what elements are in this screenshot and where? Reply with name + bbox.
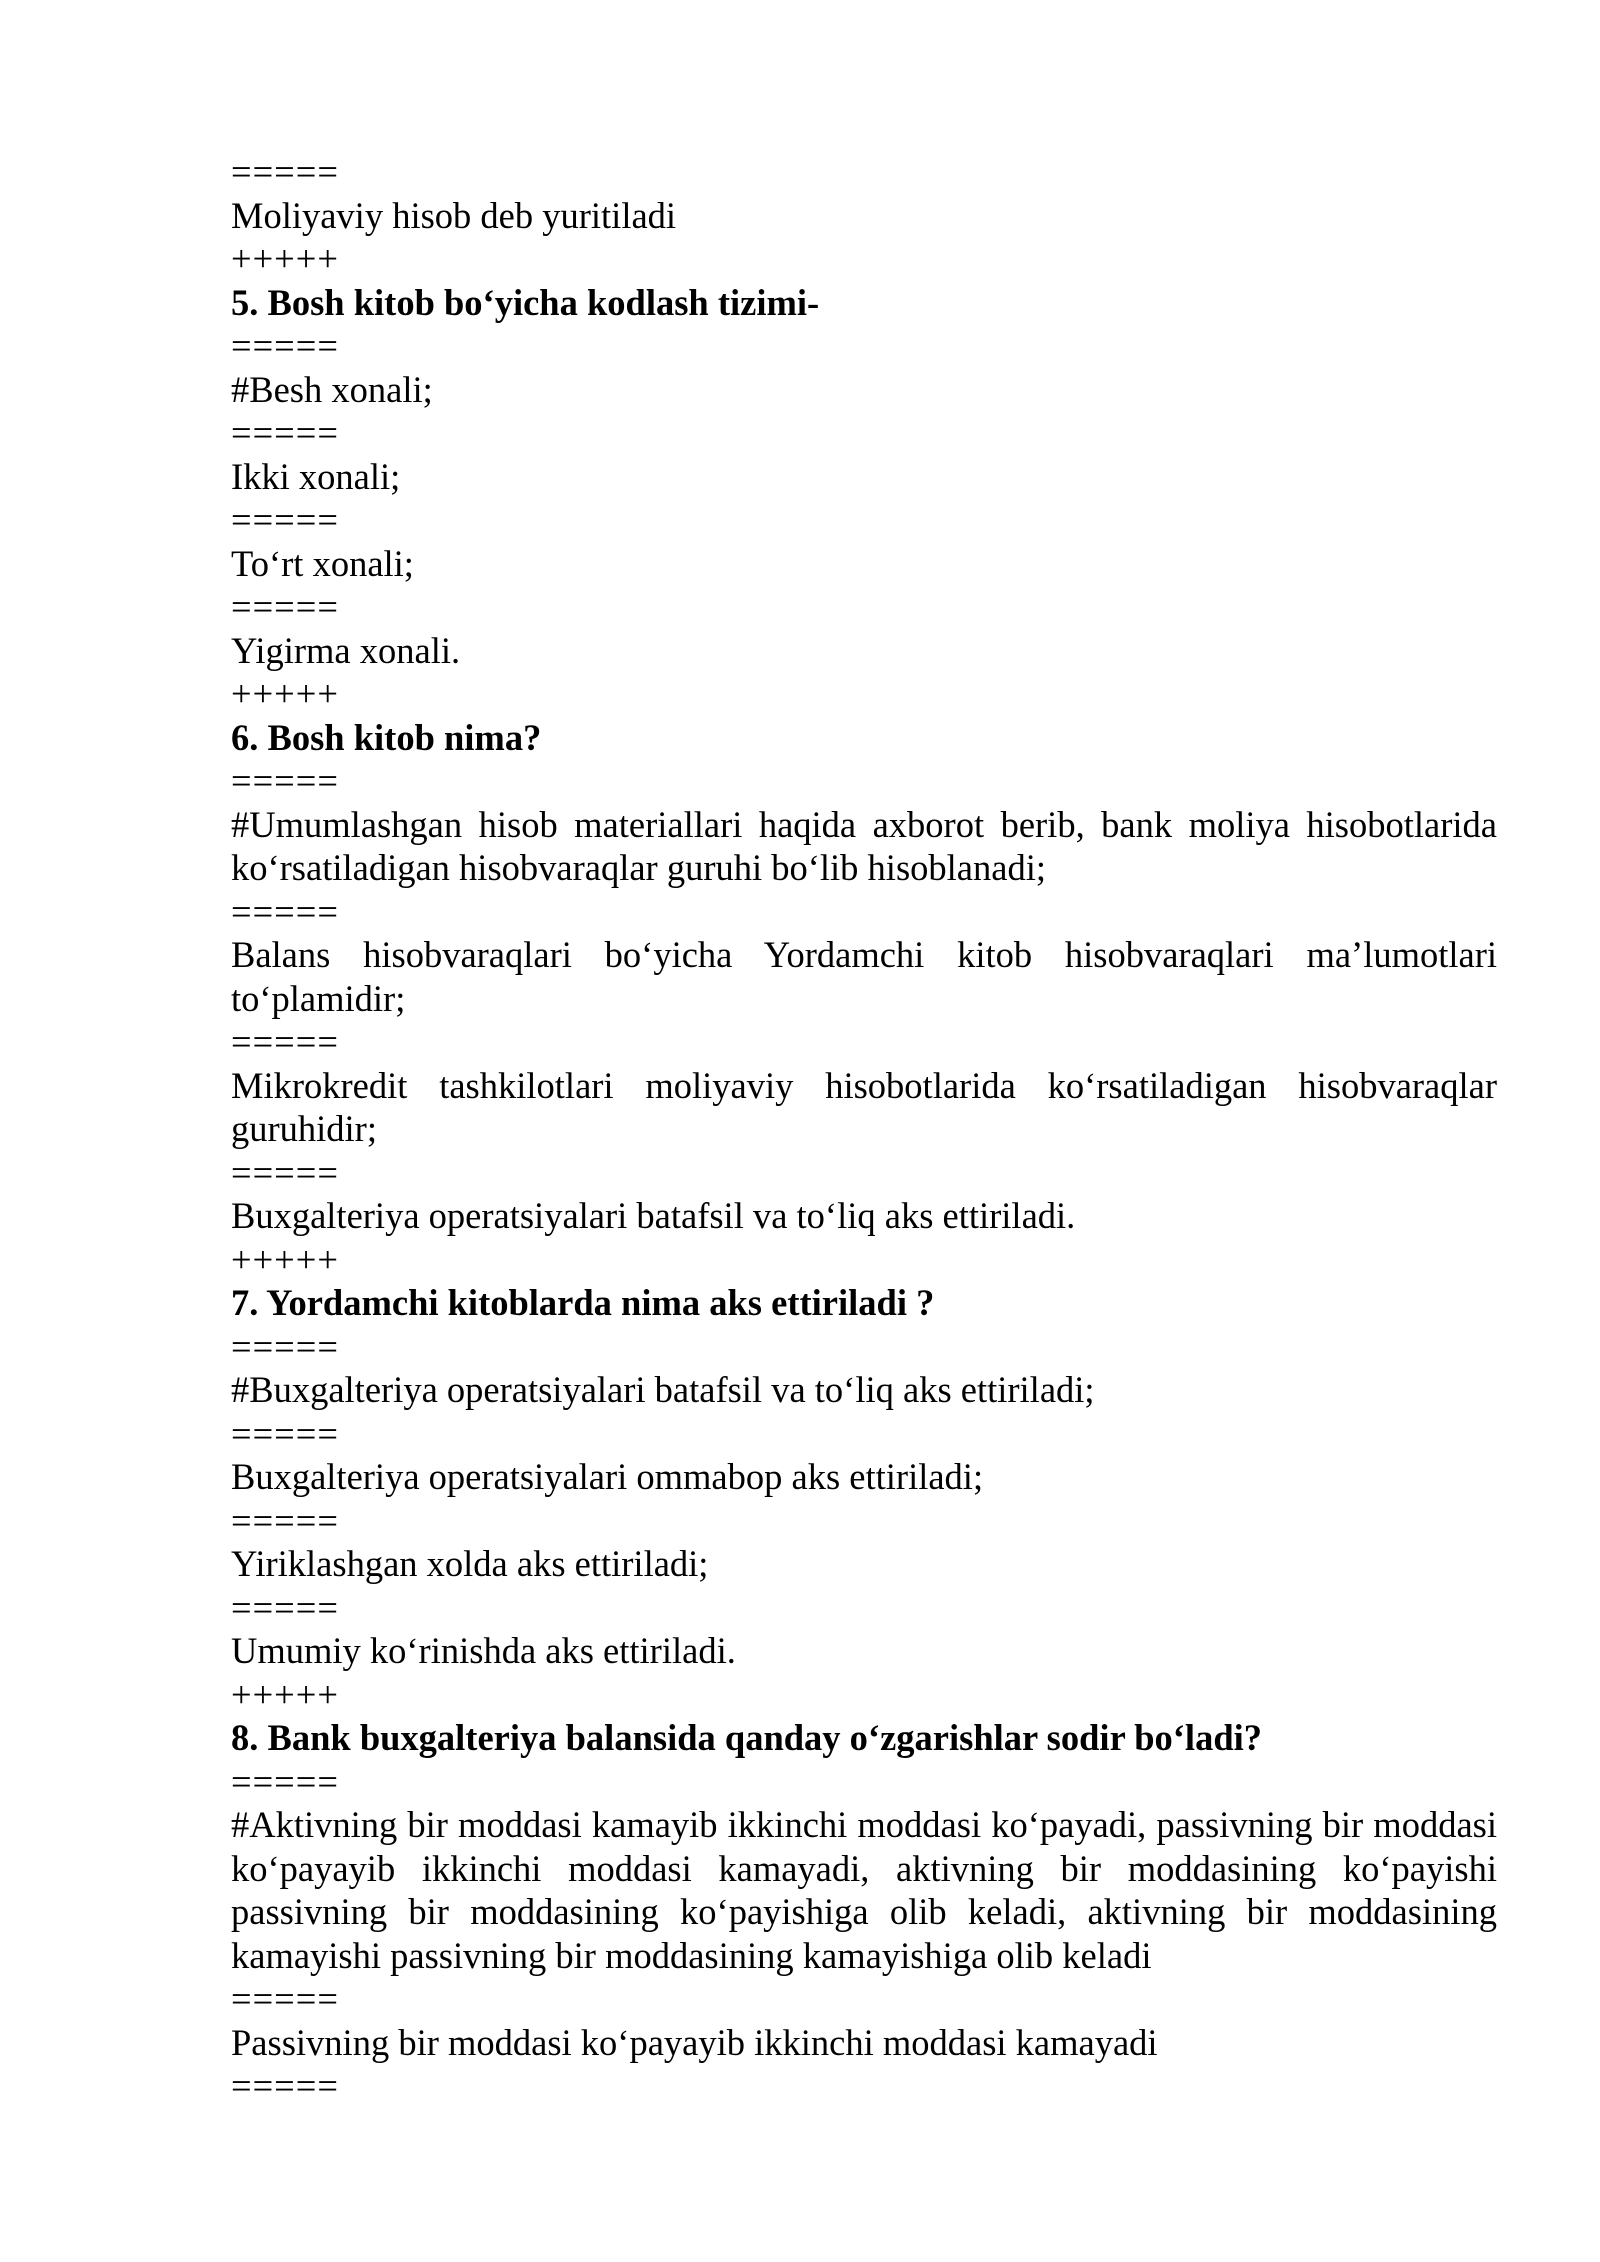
document-page [231, 150, 1497, 2108]
answer-option: #Besh xonali; [231, 368, 433, 410]
answer-option: Umumiy ko‘rinishda aks ettiriladi. [231, 1630, 736, 1671]
answer-option: #Buxgalteriya operatsiyalari batafsil va to‘liq aks ettiriladi; [231, 1369, 1095, 1410]
answer-option: Yigirma xonali. [231, 629, 461, 671]
question-heading: 8. Bank buxgalteriya balansida qanday o‘zgarishlar sodir bo‘ladi? [231, 1717, 1263, 1758]
question-heading: 5. Bosh kitob bo‘yicha kodlash tizimi- [231, 281, 820, 323]
answer-option: #Aktivning bir moddasi kamayib ikkinchi moddasi ko‘payadi, passivning bir moddasi ko‘payayib ikkinchi moddasi kamayadi, aktivning bir moddasining ko‘payishi passivning bir moddasining ko‘payishiga olib keladi, aktivning bir moddasining kamayishi passivning bir moddasining kamayishiga olib keladi [231, 1804, 1497, 1976]
separator-line: ===== [231, 499, 339, 540]
answer-option: Ikki xonali; [231, 455, 401, 497]
answer-option: To‘rt xonali; [231, 542, 414, 584]
separator-line: ===== [231, 1760, 339, 1802]
separator-line: +++++ [231, 1673, 339, 1715]
answer-option: #Umumlashgan hisob materiallari haqida axborot berib, bank moliya hisobotlarida ko‘rsatiladigan hisobvaraqlar guruhi bo‘lib hisoblanadi; [231, 803, 1497, 888]
answer-option: Buxgalteriya operatsiyalari batafsil va to‘liq aks ettiriladi. [231, 1195, 1076, 1236]
separator-line: ===== [231, 151, 339, 192]
answer-option: Passivning bir moddasi ko‘payayib ikkinchi moddasi kamayadi [231, 2021, 1158, 2063]
separator-line: ===== [231, 1412, 339, 1454]
separator-line: ===== [231, 890, 339, 932]
separator-line: ===== [231, 2065, 339, 2106]
answer-option: Yiriklashgan xolda aks ettiriladi; [231, 1543, 709, 1584]
separator-line: +++++ [231, 673, 339, 714]
answer-text: Moliyaviy hisob deb yuritiladi [231, 194, 677, 236]
answer-option: Mikrokredit tashkilotlari moliyaviy hisobotlarida ko‘rsatiladigan hisobvaraqlar guruhidir; [231, 1064, 1497, 1149]
separator-line: ===== [231, 1499, 339, 1541]
separator-line: ===== [231, 1021, 339, 1062]
question-heading: 6. Bosh kitob nima? [231, 716, 542, 758]
separator-line: ===== [231, 412, 339, 453]
question-heading: 7. Yordamchi kitoblarda nima aks ettiriladi ? [231, 1282, 935, 1323]
separator-line: ===== [231, 1325, 339, 1367]
separator-line: ===== [231, 1151, 339, 1193]
separator-line: +++++ [231, 238, 339, 279]
separator-line: ===== [231, 1586, 339, 1628]
separator-line: ===== [231, 1978, 339, 2019]
answer-option: Buxgalteriya operatsiyalari ommabop aks ettiriladi; [231, 1456, 984, 1497]
separator-line: ===== [231, 586, 339, 627]
separator-line: +++++ [231, 1238, 339, 1280]
separator-line: ===== [231, 325, 339, 366]
answer-option: Balans hisobvaraqlari bo‘yicha Yordamchi kitob hisobvaraqlari ma’lumotlari to‘plamidir; [231, 934, 1497, 1019]
separator-line: ===== [231, 760, 339, 801]
